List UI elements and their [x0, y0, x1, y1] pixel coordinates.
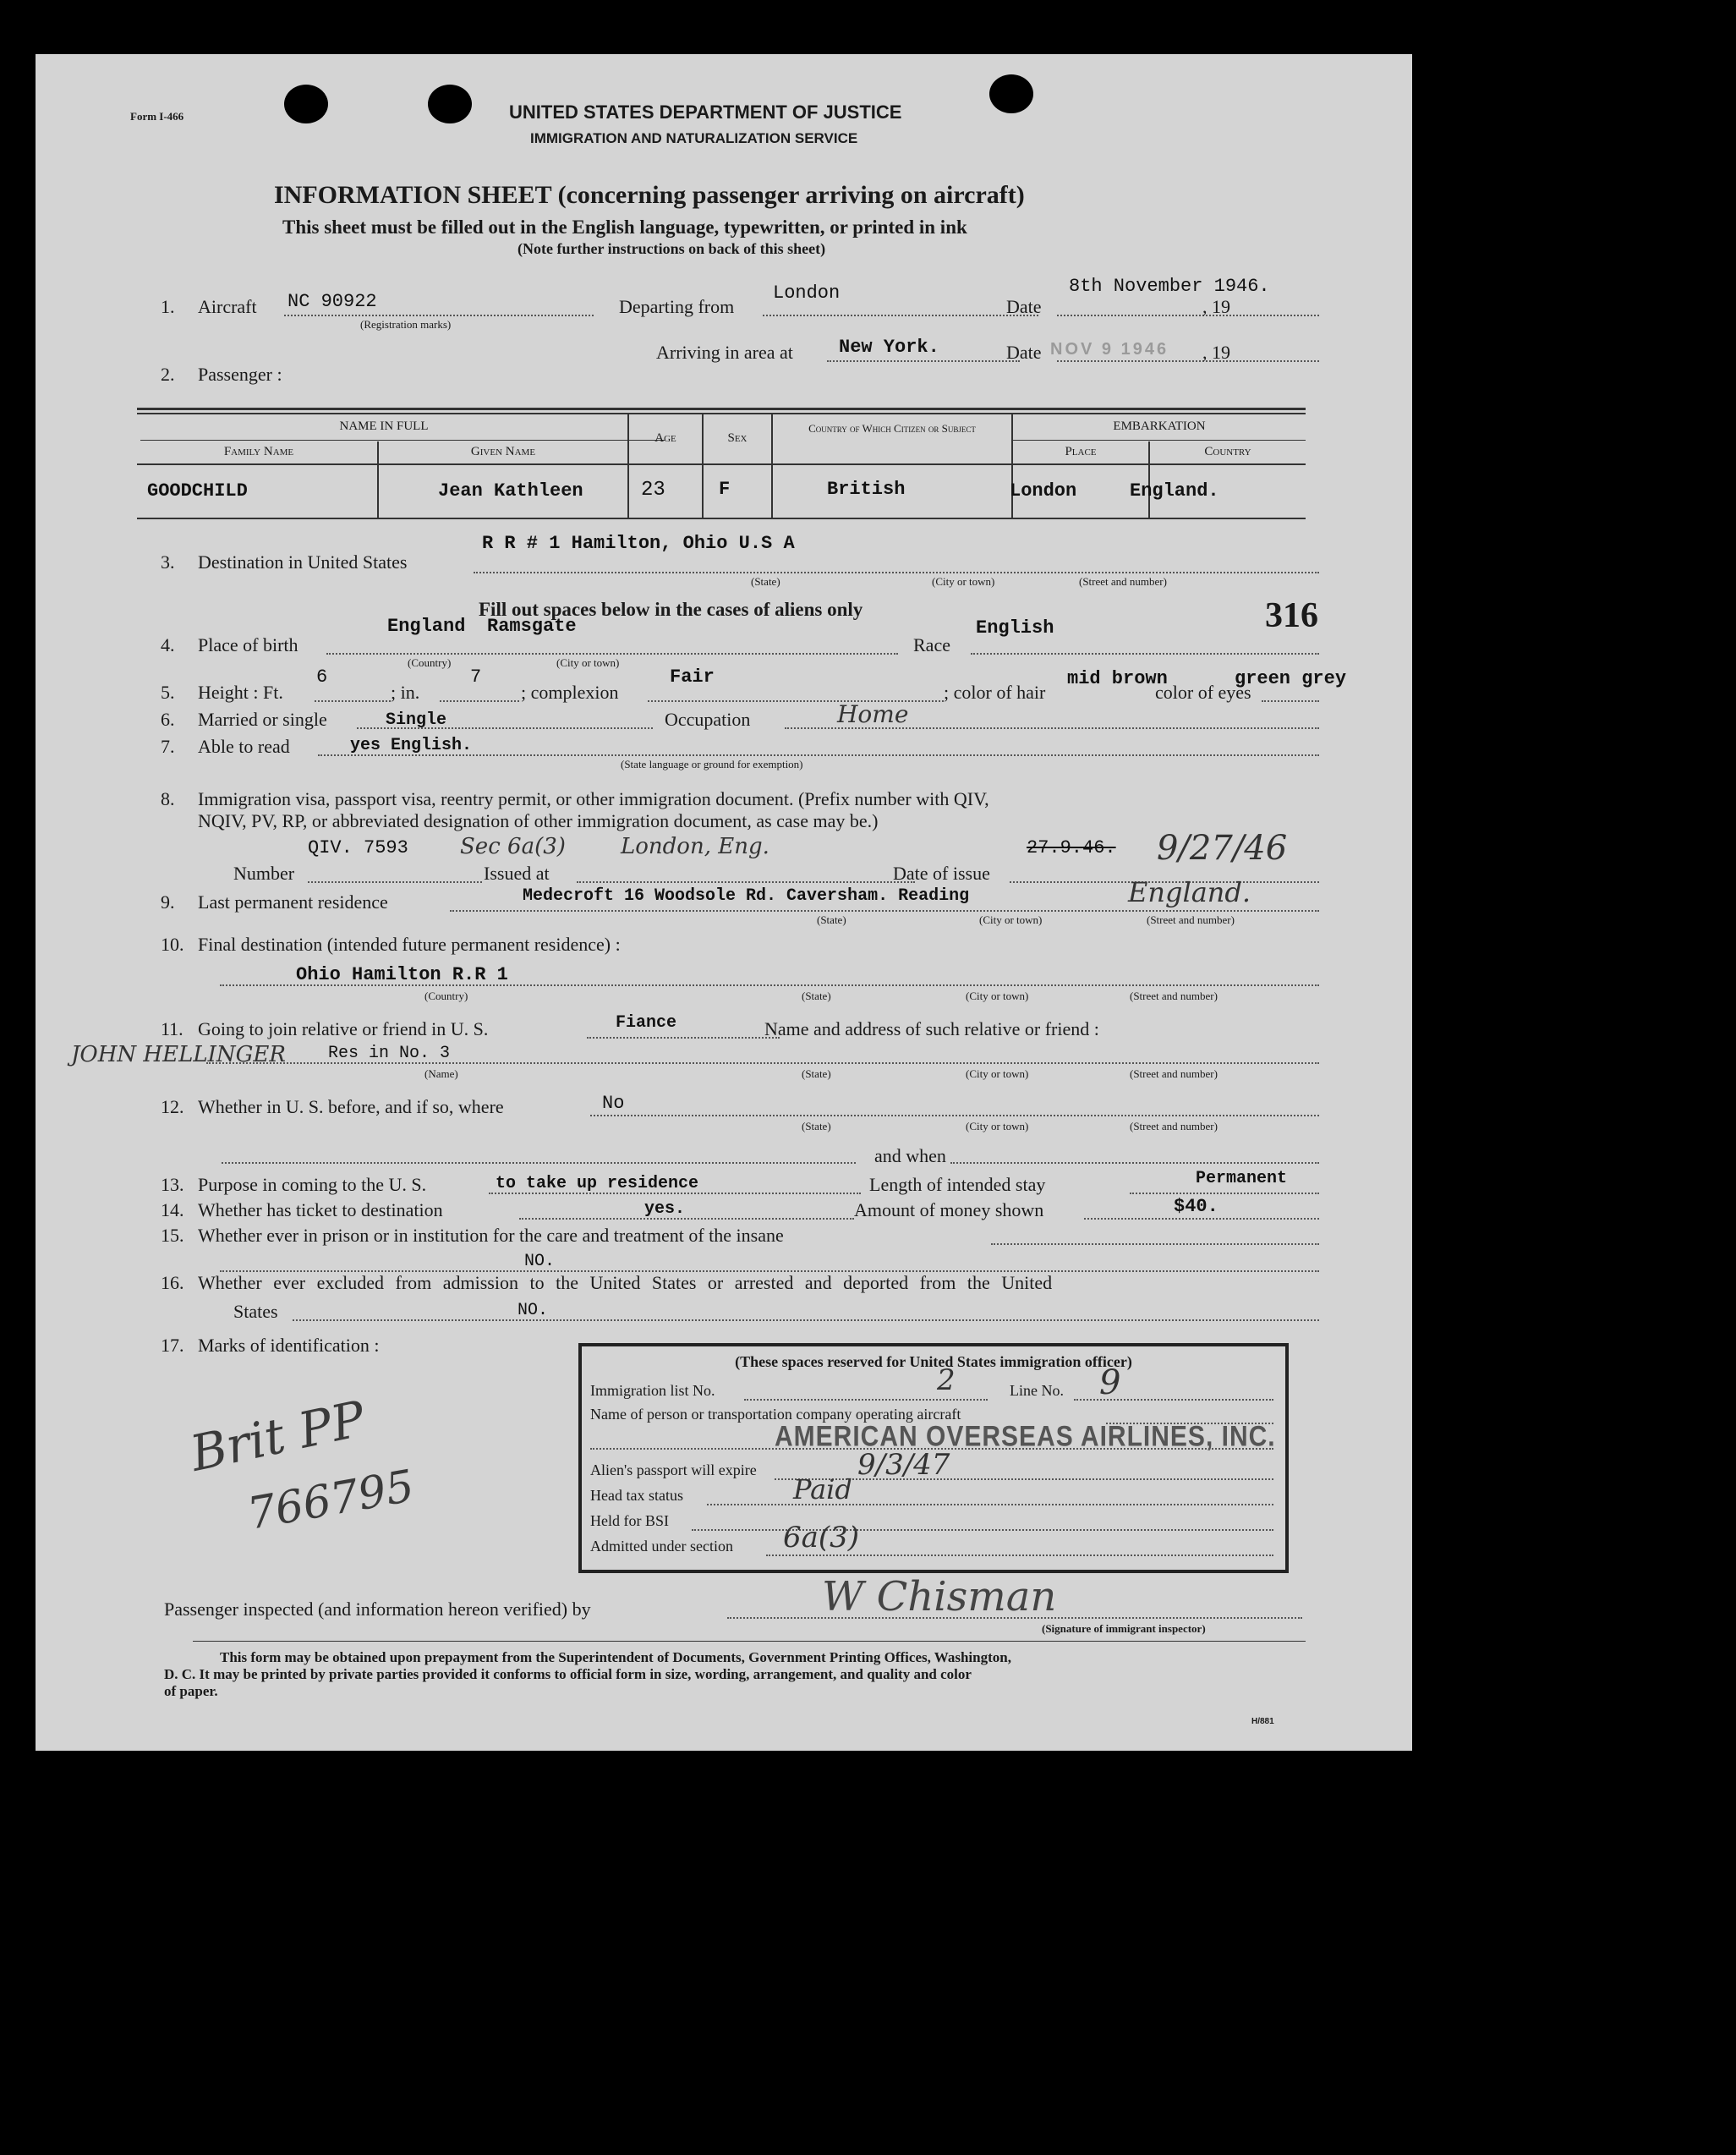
q5-number: 5.	[161, 682, 175, 703]
date-of-issue-label: Date of issue	[893, 863, 990, 884]
relative-name-label: Name and address of such relative or friend :	[764, 1018, 1099, 1039]
caption-city: (City or town)	[932, 575, 995, 588]
date2-line	[1057, 360, 1319, 362]
last-residence-line	[450, 910, 1319, 912]
arriving-line	[827, 360, 1020, 362]
caption-city: (City or town)	[966, 990, 1029, 1002]
prison-line	[991, 1243, 1319, 1245]
height-in-value: 7	[470, 666, 482, 688]
caption-street: (Street and number)	[1130, 1120, 1218, 1132]
citizen-value: British	[827, 479, 906, 500]
eyes-line	[1262, 700, 1319, 702]
final-destination-value: Ohio Hamilton R.R 1	[296, 964, 508, 985]
money-value: $40.	[1174, 1196, 1218, 1217]
height-ft-line	[315, 700, 391, 702]
last-residence-value: Medecroft 16 Woodsole Rd. Caversham. Reading	[523, 886, 970, 906]
join-relative-value: Fiance	[616, 1013, 677, 1033]
marks-hand-value-2: 766795	[244, 1461, 419, 1540]
q10-number: 10.	[161, 934, 184, 955]
caption-state: (State)	[817, 913, 846, 926]
birth-country-value: England	[387, 616, 466, 637]
immigration-list-line	[744, 1399, 988, 1401]
immigration-list-value: 2	[937, 1363, 956, 1397]
caption-city: (City or town)	[966, 1120, 1029, 1132]
q3-number: 3.	[161, 551, 175, 573]
inspector-signature: W Chisman	[822, 1573, 1057, 1620]
footer-rule	[193, 1641, 1306, 1642]
q17-number: 17.	[161, 1335, 184, 1356]
held-bsi-line	[692, 1529, 1273, 1531]
immigration-list-label: Immigration list No.	[590, 1382, 715, 1399]
form-id: Form I-466	[130, 110, 184, 123]
departing-value: London	[773, 282, 841, 304]
line-no-label: Line No.	[1010, 1382, 1064, 1399]
complexion-label: ; complexion	[521, 682, 619, 703]
purpose-value: to take up residence	[496, 1174, 699, 1193]
document-label: Immigration visa, passport visa, reentry permit, or other immigration document. (Prefix number with QIV,	[198, 788, 989, 809]
q12-number: 12.	[161, 1096, 184, 1117]
eyes-label: color of eyes	[1155, 682, 1251, 703]
caption-state: (State)	[802, 990, 831, 1002]
hair-value: mid brown	[1067, 668, 1168, 689]
ticket-value: yes.	[644, 1199, 686, 1219]
caption-city: (City or town)	[556, 656, 620, 669]
length-value: Permanent	[1196, 1169, 1288, 1188]
destination-label: Destination in United States	[198, 551, 408, 573]
footer-text-2: D. C. It may be printed by private parties provided it conforms to official form in size, wording, arrangement, and quality and color	[164, 1666, 972, 1682]
punch-hole	[989, 74, 1033, 113]
officer-box	[578, 1343, 1289, 1573]
race-label: Race	[913, 634, 950, 655]
passport-expire-label: Alien's passport will expire	[590, 1461, 757, 1478]
departing-line	[763, 315, 1038, 316]
marital-value: Single	[386, 710, 447, 730]
date-issue-hand-value: 9/27/46	[1157, 829, 1288, 868]
aircraft-value: NC 90922	[288, 291, 377, 312]
q16-number: 16.	[161, 1272, 184, 1293]
destination-line	[474, 572, 1319, 573]
head-tax-value: Paid	[793, 1473, 852, 1505]
service-title: IMMIGRATION AND NATURALIZATION SERVICE	[530, 130, 858, 146]
agency-title: UNITED STATES DEPARTMENT OF JUSTICE	[509, 101, 902, 123]
occupation-label: Occupation	[665, 709, 751, 730]
registration-marks-caption: (Registration marks)	[360, 318, 452, 331]
arrival-date-stamp: NOV 9 1946	[1050, 340, 1169, 359]
head-tax-label: Head tax status	[590, 1487, 683, 1504]
caption-street: (Street and number)	[1079, 575, 1167, 588]
head-tax-line	[707, 1504, 1273, 1505]
q1-number: 1.	[161, 296, 175, 317]
q13-number: 13.	[161, 1174, 184, 1195]
admitted-section-label: Admitted under section	[590, 1538, 733, 1555]
issued-at-value: London, Eng.	[621, 834, 769, 859]
punch-hole	[428, 85, 472, 123]
footer-text-1: This form may be obtained upon prepayment from the Superintendent of Documents, Government Printing Offices, Washington,	[220, 1649, 1011, 1665]
join-relative-label: Going to join relative or friend in U. S.	[198, 1018, 489, 1039]
aircraft-line	[284, 315, 594, 316]
excluded-label-2: States	[233, 1301, 278, 1322]
page-title: INFORMATION SHEET (concerning passenger arriving on aircraft)	[274, 181, 1025, 209]
and-when-line	[950, 1162, 1319, 1164]
document-label-2: NQIV, PV, RP, or abbreviated designation of other immigration document, as case may be.)	[198, 810, 879, 831]
height-ft-value: 6	[316, 666, 328, 688]
prison-value: NO.	[524, 1252, 556, 1271]
q9-number: 9.	[161, 891, 175, 913]
date-issue-typed-value: 27.9.46.	[1027, 837, 1116, 858]
punch-hole	[284, 85, 328, 123]
excluded-value: NO.	[518, 1301, 549, 1320]
date-line	[1057, 315, 1319, 316]
caption-street: (Street and number)	[1147, 913, 1235, 926]
age-header: Age	[654, 431, 676, 445]
family-name-header: Family Name	[223, 445, 294, 458]
us-before-label: Whether in U. S. before, and if so, where	[198, 1096, 504, 1117]
company-stamp: AMERICAN OVERSEAS AIRLINES, INC.	[775, 1420, 1276, 1453]
aircraft-label: Aircraft	[198, 296, 257, 317]
relative-address-value: Res in No. 3	[328, 1044, 451, 1063]
caption-city: (City or town)	[979, 913, 1043, 926]
name-in-full-header: NAME IN FULL	[339, 419, 429, 433]
ticket-line	[519, 1218, 854, 1220]
citizen-header: Country of Which Citizen or Subject	[808, 422, 976, 435]
q6-number: 6.	[161, 709, 175, 730]
us-before-line	[590, 1115, 1319, 1116]
arriving-value: New York.	[839, 337, 939, 358]
year-label: , 19	[1202, 296, 1230, 317]
eyes-value: green grey	[1235, 668, 1347, 689]
q8-number: 8.	[161, 788, 175, 809]
document-number-value: QIV. 7593	[308, 837, 408, 858]
passport-expire-value: 9/3/47	[857, 1448, 950, 1482]
join-relative-line	[587, 1037, 780, 1039]
ticket-label: Whether has ticket to destination	[198, 1199, 443, 1220]
caption-state: (State)	[802, 1120, 831, 1132]
q14-number: 14.	[161, 1199, 184, 1220]
excluded-label: Whether ever excluded from admission to the United States or arrested and deported from the United	[198, 1272, 1053, 1293]
occupation-value: Home	[837, 700, 909, 728]
number-label: Number	[233, 863, 295, 884]
caption-country: (Country)	[424, 990, 468, 1002]
issued-at-label: Issued at	[484, 863, 550, 884]
complexion-value: Fair	[670, 666, 715, 688]
caption-street: (Street and number)	[1130, 990, 1218, 1002]
date-label: Date	[1006, 296, 1042, 317]
depart-date-value: 8th November 1946.	[1069, 276, 1270, 297]
race-value: English	[976, 617, 1054, 639]
year2-label: , 19	[1202, 342, 1230, 363]
hair-label: ; color of hair	[944, 682, 1046, 703]
caption-city: (City or town)	[966, 1067, 1029, 1080]
final-destination-label: Final destination (intended future permanent residence) :	[198, 934, 621, 955]
inspected-label: Passenger inspected (and information hereon verified) by	[164, 1598, 591, 1620]
document-section-value: Sec 6a(3)	[460, 834, 566, 859]
aliens-only-heading: Fill out spaces below in the cases of aliens only	[479, 599, 863, 620]
destination-value: R R # 1 Hamilton, Ohio U.S A	[482, 533, 795, 554]
read-caption: (State language or ground for exemption)	[621, 758, 803, 770]
q15-number: 15.	[161, 1225, 184, 1246]
number-line	[308, 881, 482, 883]
prison-label: Whether ever in prison or in institution for the care and treatment of the insane	[198, 1225, 784, 1246]
birthplace-label: Place of birth	[198, 634, 298, 655]
given-name-value: Jean Kathleen	[438, 480, 583, 502]
officer-box-title: (These spaces reserved for United States immigration officer)	[735, 1353, 1132, 1370]
signature-caption: (Signature of immigrant inspector)	[1042, 1622, 1206, 1635]
read-label: Able to read	[198, 736, 290, 757]
caption-country: (Country)	[408, 656, 452, 669]
embarkation-header: EMBARKATION	[1113, 419, 1206, 433]
age-value: 23	[641, 479, 665, 502]
us-before-when-line	[222, 1162, 856, 1164]
relative-name-hand-value: JOHN HELLINGER	[71, 1042, 286, 1067]
date2-label: Date	[1006, 342, 1042, 363]
caption-state: (State)	[751, 575, 780, 588]
read-value: yes English.	[350, 736, 473, 755]
height-in-line	[440, 700, 519, 702]
q2-number: 2.	[161, 364, 175, 385]
q4-number: 4.	[161, 634, 175, 655]
height-ft-label: Height : Ft.	[198, 682, 283, 703]
admitted-section-value: 6a(3)	[783, 1521, 860, 1555]
caption-state: (State)	[802, 1067, 831, 1080]
company-label: Name of person or transportation company operating aircraft	[590, 1406, 961, 1423]
admitted-section-line	[766, 1555, 1273, 1556]
caption-name: (Name)	[424, 1067, 458, 1080]
caption-street: (Street and number)	[1130, 1067, 1218, 1080]
given-name-header: Given Name	[470, 445, 536, 458]
information-sheet-page	[36, 54, 1412, 1751]
birthplace-line	[326, 653, 898, 655]
embarkation-place-value: London	[1010, 480, 1077, 502]
purpose-label: Purpose in coming to the U. S.	[198, 1174, 427, 1195]
departing-label: Departing from	[619, 296, 735, 317]
q7-number: 7.	[161, 736, 175, 757]
instruction-note: (Note further instructions on back of this sheet)	[518, 240, 826, 257]
print-code: H/881	[1251, 1717, 1274, 1726]
sex-header: Sex	[727, 431, 748, 445]
marital-label: Married or single	[198, 709, 327, 730]
marks-label: Marks of identification :	[198, 1335, 380, 1356]
stamp-number: 316	[1265, 596, 1318, 635]
last-residence-label: Last permanent residence	[198, 891, 388, 913]
held-bsi-label: Held for BSI	[590, 1512, 669, 1529]
family-name-value: GOODCHILD	[147, 480, 248, 502]
footer-text-3: of paper.	[164, 1683, 218, 1699]
arriving-label: Arriving in area at	[656, 342, 793, 363]
us-before-value: No	[602, 1093, 625, 1114]
sex-value: F	[719, 479, 731, 500]
instruction-text: This sheet must be filled out in the English language, typewritten, or printed in ink	[282, 217, 967, 238]
length-label: Length of intended stay	[869, 1174, 1046, 1195]
height-in-label: ; in.	[391, 682, 420, 703]
birth-city-value: Ramsgate	[487, 616, 577, 637]
q11-number: 11.	[161, 1018, 183, 1039]
and-when-label: and when	[874, 1145, 946, 1166]
race-line	[971, 653, 1319, 655]
line-no-value: 9	[1099, 1363, 1121, 1402]
place-header: Place	[1065, 445, 1097, 458]
country-header: Country	[1204, 445, 1251, 458]
embarkation-country-value: England.	[1130, 480, 1219, 502]
marks-hand-value-1: Brit PP	[185, 1390, 370, 1483]
excluded-line	[293, 1319, 1319, 1321]
money-label: Amount of money shown	[854, 1199, 1044, 1220]
last-residence-hand-value: England.	[1128, 876, 1251, 908]
money-line	[1084, 1218, 1319, 1220]
length-line	[1130, 1193, 1319, 1194]
issued-at-line	[577, 881, 915, 883]
passenger-label: Passenger :	[198, 364, 282, 385]
